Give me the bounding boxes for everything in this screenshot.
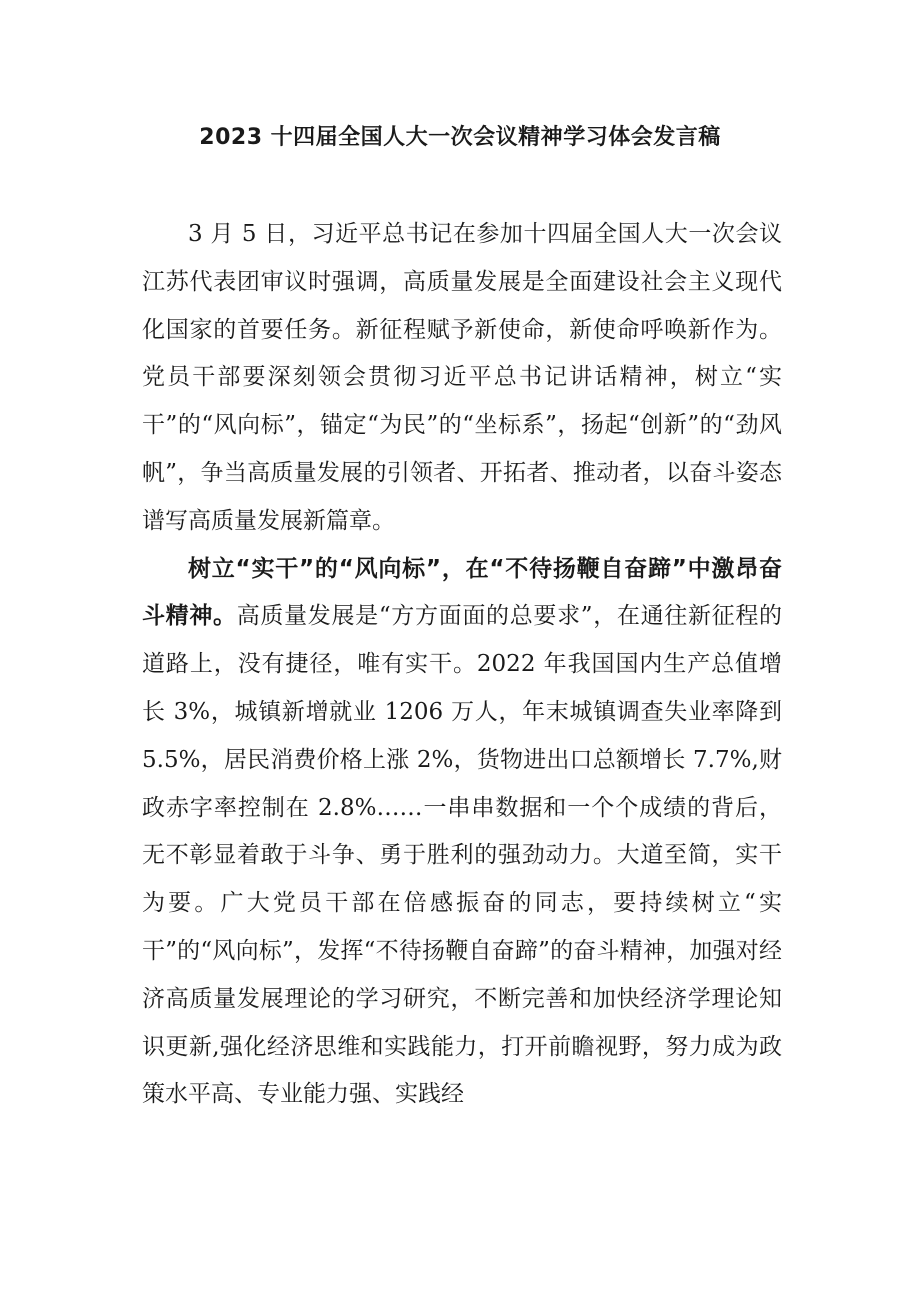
- document-body: [142, 211, 782, 1119]
- paragraph-1: [142, 211, 782, 546]
- document-title: 2023 十四届全国人大一次会议精神学习体会发言稿: [199, 125, 721, 150]
- paragraph-2-lead: 树立“实干”的“风向标”，在“不待扬鞭自奋蹄”中激昂奋斗精神。: [142, 555, 782, 630]
- paragraph-1-text: 3 月 5 日，习近平总书记在参加十四届全国人大一次会议江苏代表团审议时强调，高质量发展是全面建设社会主义现代化国家的首要任务。新征程赋予新使命，新使命呼唤新作为。党员干部要深刻领会贯彻习近平总书记讲话精神，树立“实干”的“风向标”，锚定“为民”的“坐标系”，扬起“创新”的“劲风帆”，争当高质量发展的引领者、开拓者、推动者，以奋斗姿态谱写高质量发展新篇章。: [142, 221, 782, 534]
- paragraph-2-text: 高质量发展是“方方面面的总要求”，在通往新征程的道路上，没有捷径，唯有实干。2022 年我国国内生产总值增长 3%，城镇新增就业 1206 万人，年末城镇调查失业率降到 5.5%，居民消费价格上涨 2%，货物进出口总额增长 7.7%,财政赤字率控制在 2.8%……一串串数据和一个个成绩的背后，无不彰显着敢于斗争、勇于胜利的强劲动力。大道至简，实干为要。广大党员干部在倍感振奋的同志，要持续树立“实干”的“风向标”，发挥“不待扬鞭自奋蹄”的奋斗精神，加强对经济高质量发展理论的学习研究，不断完善和加快经济学理论知识更新,强化经济思维和实践能力，打开前瞻视野，努力成为政策水平高、专业能力强、实践经: [142, 603, 782, 1108]
- paragraph-2: [142, 546, 782, 1120]
